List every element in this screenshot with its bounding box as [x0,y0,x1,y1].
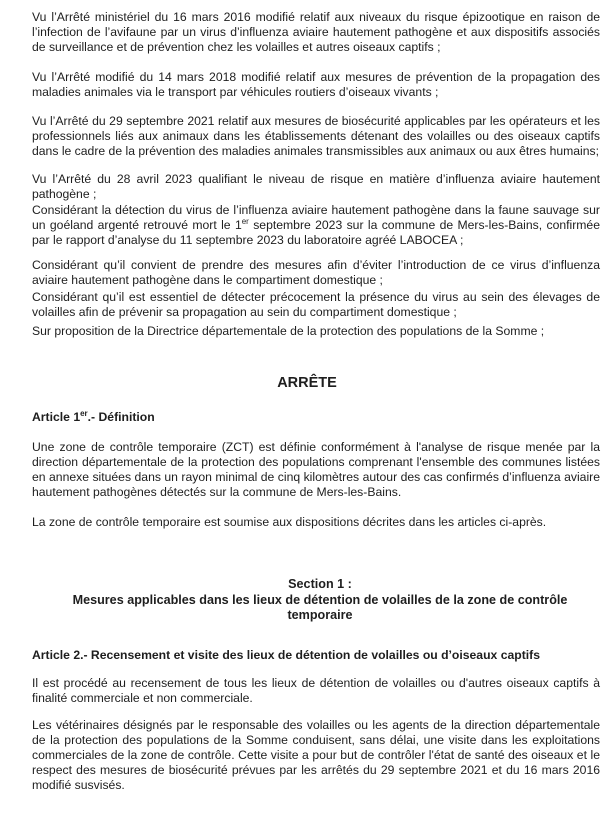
considerant-paragraph-1: Vu l’Arrêté ministériel du 16 mars 2016 modifié relatif aux niveaux du risque épizootique en raison de l’infection de l’avifaune par un virus d’influenza aviaire hautement pathogène et aux dispositifs associés de surveillance et de prévention chez les volailles et autres oiseaux captifs ; [32,10,600,54]
considerant-paragraph-5 [32,203,600,248]
article-1-ordinal-superscript: er [80,408,88,418]
article-2-paragraph-1: Il est procédé au recensement de tous les lieux de détention de volailles ou d'autres oiseaux captifs à finalité commerciale et non commerciale. [32,676,600,705]
considerant-paragraph-3: Vu l’Arrêté du 29 septembre 2021 relatif aux mesures de biosécurité applicables par les opérateurs et les professionnels liés aux animaux dans les établissements détenant des volailles ou des oiseaux captifs dans le cadre de la prévention des maladies animales transmissibles aux animaux ou aux êtres humains; [32,114,600,158]
section-1-number: Section 1 : [288,577,352,591]
section-1-title-line-1: Mesures applicables dans les lieux de détention de volailles de la zone de contrôle [72,592,568,607]
considerant-paragraph-6: Considérant qu’il convient de prendre des mesures afin d’éviter l’introduction de ce virus d’influenza aviaire hautement pathogène dans le compartiment domestique ; [32,258,600,287]
ordinal-superscript: er [241,216,249,226]
considerant-paragraph-2: Vu l’Arrêté modifié du 14 mars 2018 modifié relatif aux mesures de prévention de la propagation des maladies animales via le transport par véhicules routiers d’oiseaux vivants ; [32,70,600,99]
considerant-paragraph-4: Vu l’Arrêté du 28 avril 2023 qualifiant le niveau de risque en matière d’influenza aviaire hautement pathogène ; [32,172,600,201]
article-2-heading: Article 2.- Recensement et visite des lieux de détention de volailles ou d’oiseaux captifs [32,648,540,662]
article-1-heading-suffix: .- Définition [87,410,155,424]
article-1-heading [32,410,155,424]
article-1-paragraph-1: Une zone de contrôle temporaire (ZCT) est définie conformément à l'analyse de risque menée par la direction départementale de la protection des populations comprenant l'ensemble des communes listées en annexe situées dans un rayon minimal de cinq kilomètres autour des cas confirmés d’influenza aviaire hautement pathogènes détectés sur la commune de Mers-les-Bains. [32,440,600,499]
article-1-heading-prefix: Article 1 [32,410,81,424]
considerant-paragraph-5-start: Considérant la détection du virus de l’influenza aviaire hautement pathogène dans la faune sauvage sur un goéland argenté retrouvé mort le 1 [32,203,600,232]
section-1-heading [40,577,600,624]
considerant-paragraph-7: Considérant qu’il est essentiel de détecter précocement la présence du virus au sein des élevages de volailles afin de prévenir sa propagation au sein du compartiment domestique ; [32,290,600,319]
considerant-paragraph-8: Sur proposition de la Directrice départementale de la protection des populations de la Somme ; [32,324,545,338]
arrete-title: ARRÊTE [277,375,337,391]
article-1-paragraph-2: La zone de contrôle temporaire est soumise aux dispositions décrites dans les articles ci-après. [32,515,547,529]
considerant-paragraph-5-end: septembre 2023 sur la commune de Mers-les-Bains, confirmée par le rapport d’analyse du 11 septembre 2023 du laboratoire agréé LABOCEA ; [32,218,600,247]
article-2-paragraph-2: Les vétérinaires désignés par le responsable des volailles ou les agents de la direction départementale de la protection des populations de la Somme conduisent, sans délai, une visite dans les exploitations commerciales de la zone de contrôle. Cette visite a pour but de contrôler l'état de santé des oiseaux et le respect des mesures de biosécurité prévues par les arrêtés du 29 septembre 2021 et du 16 mars 2016 modifié susvisés. [32,718,600,792]
section-1-title-line-2: temporaire [287,608,353,622]
